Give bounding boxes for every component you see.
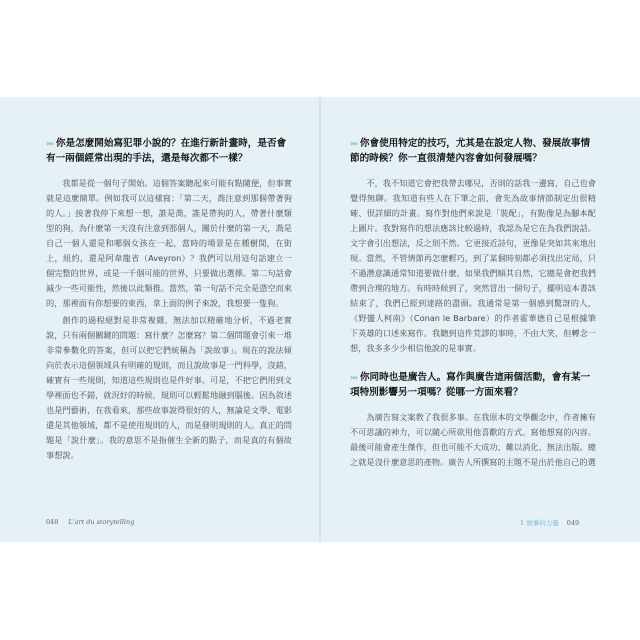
right-footer — [520, 518, 587, 527]
triple-chevron-icon: ››› — [350, 139, 357, 148]
body-paragraph: 為廣告寫文案教了我很多事。在我原本的文學觀念中，作者擁有不可思議的神力，可以隨心所欲用他喜歡的方式、寫他想寫的內容。最後可能會產生傑作，但也可能不大成功、難以消化、無法出版。總之就是沒什麼意思的產物。廣告人所撰寫的主題不是出於他自己的選 — [350, 412, 596, 467]
page-number: 048 — [46, 518, 59, 526]
chapter-title: 1 故事的力量 — [520, 519, 559, 527]
body-paragraph: 我都是從一個句子開始。這個答案聽起來可能有點隨便，但事實就是這麼簡單。例如我可以這樣寫：「第二天，喬注意到那個帶著狗的人。」接著我停下來想一想，誰是喬，誰是帶狗的人，帶著什麼類型的狗，為什麼第一天沒有注意到那個人，關於什麼的第一天，喬是自己一個人還是和哪個女孩在一起，當時的場景是在種樹間，在街上，紐約，還是阿韋龍省（Aveyron）？我們可以用這句話建立一個完整的世界，或是一千個可能的世界，只要做出選擇。第二句話會減少一些可能性，然後以此類推。當然，第一句話不完全是憑空而來的，那裡面有你想要的東西，拿上面的例子來說，我想要一隻狗。 — [46, 178, 292, 308]
section-gap — [350, 358, 596, 370]
running-title: L'art du storytelling — [68, 518, 135, 526]
interview-question: ››› 你是怎麼開始寫犯罪小說的？在進行新計畫時，是否會有一兩個經常出現的手法，還是每次都不一樣？ — [46, 138, 287, 164]
page-number: 049 — [566, 519, 580, 527]
interview-question: ››› 你同時也是廣告人。寫作與廣告這兩個活動，會有某一項特別影響另一項嗎？從哪一方面來看？ — [350, 372, 591, 398]
left-footer — [46, 518, 134, 526]
body-paragraph: 創作的過程絕對是非常複雜，無法加以精確地分析，不過老實說，只有兩個關鍵的問題：寫什麼？怎麼寫？第二個問題會引來一堆非常參數化的答案，但可以把它們統稱為「說故事」。現在的說法傾向於表示這個領域具有明確的規則，而且說故事是一門科學，沒錯，確實有一些規則，知道這些規則也是件好事。可是，不把它們用到文學裡面也不錯，就況好的時候，規則可以輕鬆地融到腦後。因為敘述也是門藝術，在我看來，那些故事說得很好的人，無論是文學、電影還是其他領域，都不是使用規則的人，而是發明規則的人。真正的問題是「說什麼」。我的意思不是指催生全新的點子，而是真的有個故事想說。 — [46, 315, 292, 460]
left-page — [46, 136, 292, 465]
book-gutter — [319, 97, 321, 542]
right-page — [350, 136, 596, 472]
triple-chevron-icon: ››› — [46, 139, 53, 148]
triple-chevron-icon: ››› — [350, 373, 357, 382]
body-paragraph: 不，我不知道它會把我帶去哪兒，否則的話我一邊寫，自己也會覺得無聊。我知道有些人在下筆之前，會先為故事情節制定出很精確、很詳細的計畫。寫作對他們來說是「裝配」，有點像是為腳本配上圖片。我對寫作的想法應該比較過時，我認為是它在為我們說話。文字會引出想法，反之則不然。它更接近詩句，更像是突如其來地出現。當然，不管情節再怎麼輕巧，到了某個時刻都必須找出定局，只不過潛意識通常知道要做什麼，如果我們順其自然，它總是會把我們帶到合理的地方。有時時候到了，突然冒出一個句子，擺明這本書該結束了，我們已經到達路的盡頭。我通常是第一個感到驚訝的人，《野蠻人柯南》（Conan le Barbare）的作者霍華德自己是根據筆下英雄的口述來寫作。我聽到這件荒謬的事時，不由大笑，但轉念一想，我多多少少相信他說的是事實。 — [350, 178, 596, 353]
interview-question: ››› 你會使用特定的技巧，尤其是在設定人物、發展故事情節的時候？你一直很清楚內容會如何發展嗎？ — [350, 138, 591, 164]
